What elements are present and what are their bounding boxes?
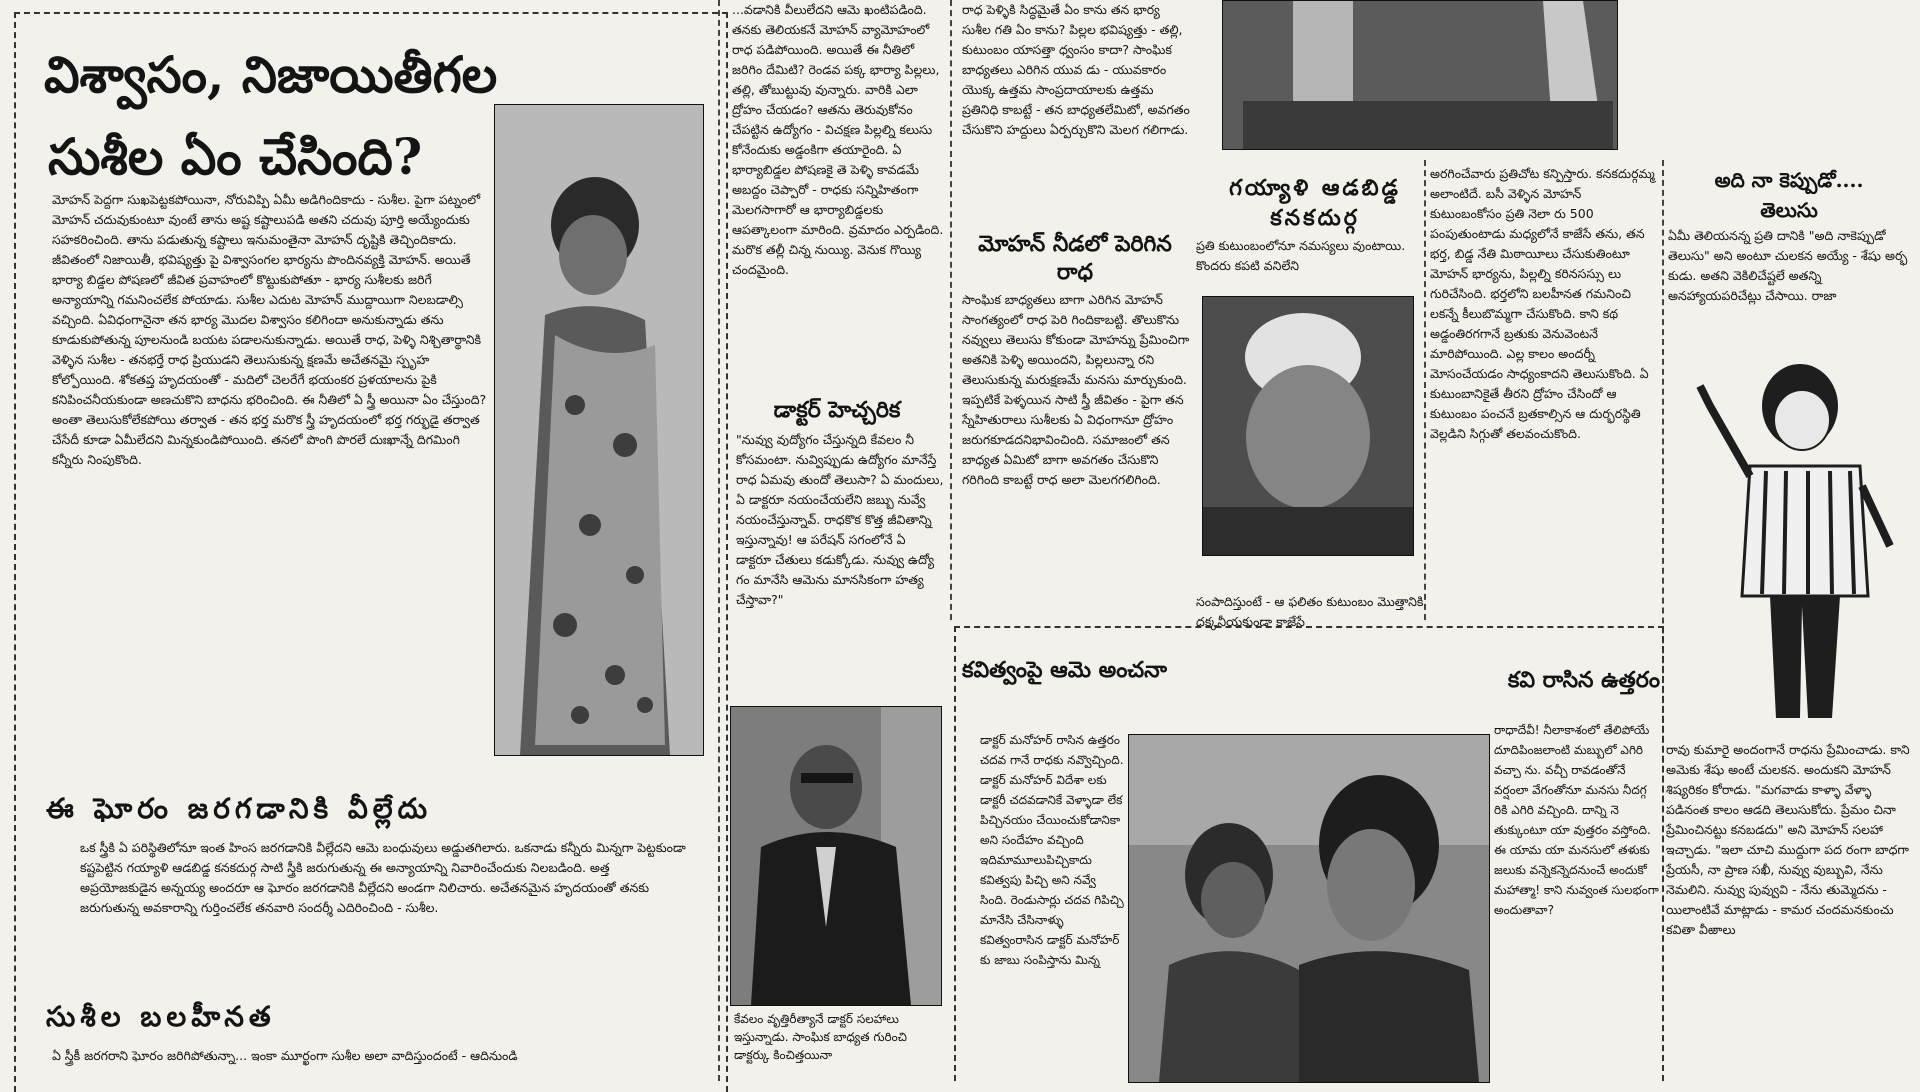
- poetry-paragraph: డాక్టర్ మనోహర్ రాసిన ఉత్తరం చదవ గానే రాధకు నవ్వొచ్చింది. డాక్టర్ మనోహర్ విదేశా లకు డాక్టరీ చదవడానికే వెళ్ళాడా లేక పిచ్చినయం చేయించుకోడానికా అని సందేహం వచ్చింది ఇదిమామూలుపిచ్చికాదు కవిత్వపు పిచ్చి అని నవ్వే సింది. రెండుసార్లు చదవ గిపిచ్చి మానేసి చేసినాళ్ళు కవిత్వంరాసిన డాక్టర్ మనోహర్ కు జాబు సంపిస్తాను మిన్న: [980, 733, 1124, 967]
- column-3-body: [962, 0, 1192, 206]
- weakness-paragraph: ఏ స్త్రీకీ జరగరాని ఘోరం జరిగిపోతున్నా... ఇంకా మూర్ఖంగా సుశీల అలా వాదిస్తుందంటే - ఆదినుండి: [52, 1048, 518, 1063]
- poetry-heading: కవిత్వంపై ఆమె అంచనా: [962, 657, 1168, 683]
- poetry-body: [980, 730, 1124, 1080]
- main-article-paragraph: మోహన్ పెద్దగా సుఖపెట్టకపోయినా, నోరువిప్పి ఏమీ అడిగిందికాదు - సుశీల. పైగా పట్నంలో మోహన్ చదువుకుంటూ వుంటే తాను అష్ట కష్టాలుపడి అతని చదువు పూర్తి అయ్యేందుకు సహకరించింది. తాను పడుతున్న కష్టాలు ఇనుమంతైనా మోహన్ దృష్టికి తెచ్చిందికాదు. జీవితంలో నిజాయితీ, భవిష్యత్తు పై విశ్వాసంగల భార్యను పొందినవ్యక్తి మోహన్. అయితే భార్యా బిడ్డల పోషణలో జీవిత ప్రవాహంలో కొట్టుకుపోతూ - భార్య సుశీలకు జరిగే అన్యాయాన్ని గమనించలేక పోయాడు. సుశీల ఎదుట మోహన్ ముద్దాయిగా నిలబడాల్సి వచ్చింది. ఏవిధంగానైనా తన భార్య మొదల విశ్వాసం కలిగిందా అనుకున్నాడు తను కూడుకుపోతున్న పూలనుండి బయట పడాలనుకున్నాడు. అయితే రాధ, పెళ్ళి నిశ్చితార్థానికి వెళ్ళిన సుశీల - తనభర్తే రాధ ప్రియుడని తెలుసుకున్న క్షణమే అచేతనమై స్పృహ కోల్పోయింది. శోకతప్త హృదయంతో - మదిలో చెలరేగే భయంకర ప్రళయాలను పైకి కనిపించనీయకుండా అణచుకొని బాధను భరించింది. ఈ నీతిలో ఏ స్త్రీ అయినా ఏం చేస్తుంది? అంతా తెలుసుకోలేకపోయి తర్వాత - తన భర్త మరొక స్త్రీ హృదయంలో భర్త గర్భుడై తర్వాత చేసేదీ కూడా ఏమీలేదని మిన్నకుండిపోయింది. తనలో పొంగి పొరలే దుఃఖాన్నే దిగమింగి కన్నీరు నింపుకొంది.: [52, 192, 487, 467]
- letter-body: [1494, 720, 1660, 1080]
- kanaka-heading-line-1: గయ్యాళి ఆడబిడ్డ: [1229, 175, 1401, 201]
- susheela-portrait-photo: [494, 104, 704, 756]
- subheading-weakness: సుశీల బలహీనత: [46, 1000, 276, 1033]
- letter-heading: కవి రాసిన ఉత్తరం: [1507, 667, 1660, 693]
- couple-film-still-photo: [1128, 734, 1490, 1083]
- doctor-photo: [730, 706, 942, 1006]
- doctor-warning-heading: డాక్టర్ హెచ్చరిక: [773, 397, 901, 423]
- radha-body: [962, 290, 1190, 614]
- weakness-body: [52, 1046, 712, 1076]
- no-injustice-paragraph: ఒక స్త్రీకి ఏ పరిస్థితిలోనూ ఇంత హింస జరగడానికి వీల్లేదని ఆమె బంధువులు అడ్డుతగిలారు. ఒకనాడు కన్నీరు మిన్నగా పెట్టకుండా కష్టపెట్టిన గయ్యాళి ఆడబిడ్డ కనకదుర్గ సాటి స్త్రీకి జరుగుతున్న ఈ అన్యాయాన్ని నివారించేందుకు నిలబడింది. అత్త అప్రయోజకుడైన అన్నయ్య అందరూ ఆ ఘోరం జరగడానికి వీల్లేదని అండగా నిలిచారు. అచేతనమైన హృదయంతో తనకు జరుగుతున్న అవకారాన్ని గుర్తించలేక తనవారి సందర్శీ ఎదిరించింది - సుశీల.: [80, 840, 686, 915]
- kanaka-caption-text: సంపాదిస్తుంటే - ఆ ఫలితం కుటుంబం మొత్తానికి దక్కనీయకుండా కాజేసే: [1196, 594, 1424, 629]
- top-film-still-photo: [1222, 0, 1618, 150]
- kanaka-durga-photo: [1202, 296, 1414, 556]
- doctor-photo-caption: కేవలం వృత్తిరీత్యానే డాక్టర్ సలహాలు ఇస్తున్నాడు. సాంఘిక బాధ్యత గురించి డాక్టర్కు కించిత్తయినా: [734, 1012, 907, 1062]
- radha-paragraph: సాంఘిక బాధ్యతలు బాగా ఎరిగిన మోహన్ సాంగత్యంలో రాధ పెరి గిందికాబట్టి. తొలుకొను నవ్వులు తెలుసు కోకుండా మోహన్ను ప్రేమించిగా అతనికి పెళ్ళి అయిందని, పిల్లలున్నా రని తెలుసుకున్న మరుక్షణమే మనసు మార్చుకుంది. ఇప్పటికే పెళ్ళయిన సాటి స్త్రీ జీవితం - పైగా తన స్నేహితురాలు సుశీలకు ఏ విధంగానూ ద్రోహం జరుగకూడదనిభావించింది. సమాజంలో తన బాధ్యత ఏమిటో బాగా అవగతం చేసుకొని గరిగింది కాబట్టే రాధ అలా మెలగగలిగింది.: [962, 292, 1190, 487]
- seshu-body-continued: [1666, 740, 1914, 1080]
- subheading-no-injustice: ఈ ఘోరం జరగడానికి వీల్లేదు: [46, 792, 433, 825]
- headline-line-2: సుశీల ఏం చేసింది?: [48, 127, 423, 186]
- radha-heading-1: మోహన్ నీడలో పెరిగిన రాధ: [978, 231, 1172, 285]
- doctor-warning-paragraph: "నువ్వు వుద్యోగం చేస్తున్నది కేవలం నీ కోసమంటా. నువ్విప్పుడు ఉద్యోగం మానేస్తే రాధ ఏమవు తుందో తెలుసా? ఏ మందులు, ఏ డాక్టరూ నయంచేయలేని జబ్బు నువ్వే నయంచేస్తున్నావ్. రాధకొక కొత్త జీవితాన్ని ఇస్తున్నావు! ఆ పరేషన్ సగంలోనే ఏ డాక్టరూ చేతులు కడుక్కోడు. నువ్వు ఉద్యో గం మానేసి ఆమెను మానసికంగా హత్య చేస్తావా?": [736, 432, 944, 607]
- seshu-heading-line-1: అది నా కెప్పుడో....: [1714, 168, 1864, 192]
- kanaka-intro: [1196, 236, 1432, 278]
- no-injustice-body: [80, 838, 690, 986]
- doctor-warning-body: [736, 430, 944, 696]
- main-article-body: [52, 190, 492, 776]
- column-rule-2: [950, 0, 952, 620]
- kanaka-heading-line-2: కనకదుర్గ: [1270, 205, 1360, 231]
- kanaka-continued-text: అరగించేవారు ప్రతిచోట కన్పిస్తారు. కనకదుర్గమ్మ అలాంటిదే. బసీ వెళ్ళిన మోహన్ కుటుంబంకోసం ప్రతి నెలా రు 500 పంపుతుంటాడు మధ్యలోనే కాజేసే తను, తన భర్త, బిడ్డ నేతి మిఠాయీలు చేసుకుతింటూ మోహన్ భార్యను, పిల్లల్ని కరినసస్సు లు గురిచేసింది. భర్తలోని బలహీనత గమనించి లకన్నే కీలుబొమ్మగా చేసుకొంది. కాని కథ అడ్డంతిరగగానే బ్రతుకు వెనువెంటనే మారిపోయింది. ఎల్ల కాలం అందర్నీ మోసంచేయడం సాధ్యంకాదని తెలుసుకొంది. ఏ కుటుంబానికైతే తీరని ద్రోహం చేసిందో ఆ కుటుంబం పంచనే బ్రతకాల్సిన ఆ దుర్భరస్థితి వెల్లడిని సిగ్గుతో తలవంచుకొంది.: [1430, 166, 1655, 441]
- kanaka-continued: [1430, 164, 1656, 620]
- seshu-cartoon-illustration: [1690, 346, 1900, 728]
- seshu-paragraph: ఏమీ తెలియనన్న ప్రతి దానికి "అది నాకెప్పుడో తెలుసు" అని అంటూ చులకన అయ్యే - శేషు అర్భ కుడు. అతని వెకిలిచేష్టలే అతన్ని అనహ్యాయపరిచేట్లు చేసాయి. రాజా: [1668, 228, 1908, 303]
- column-2-body: [732, 0, 944, 388]
- kanaka-intro-text: ప్రతి కుటుంబంలోనూ నమస్యలు వుంటాయి. కొందరు కపటి వనిలేని: [1196, 238, 1406, 273]
- seshu-paragraph-2: రావు కుమారై అందంగానే రాధను ప్రేమించాడు. కాని అమెకు శేషు అంటే చులకన. అందుకని మోహన్ శిష్యరికం కోరాడు. "మగవాడు కాళ్ళా వేళ్ళా పడినంత కాలం ఆడది తెలుసుకోదు. ప్రేమం చినా ప్రేమించినట్టు కనబడదు" అని మోహన్ సలహా ఇచ్చాడు. "ఇలా చూచి ముద్దుగా పద రంగా బాధగా ప్రేయసీ, నా ప్రాణ సఖీ, నువ్వు వుబ్బువి, నేను నెమలిని. నువ్వు పువ్వువి - నేను తుమ్మెదను - యిలాంటివే మాట్లాడు - కామర చందమనకుంచు కవితా వీఱాలు: [1666, 742, 1910, 937]
- headline-line-1: విశ్వాసం, నిజాయితీగల: [44, 45, 498, 104]
- letter-paragraph: రాధాదేవీ! నీలాకాశంలో తేలిపోయే దూదిపింజలాంటి మబ్బులో ఎగిరి వచ్చా ను. వచ్చీ రావడంతోనే వర్షంలా వేగంతోనూ మనసు నీదగ్గ రికి ఎగిరి వచ్చింది. దాన్ని నె తుక్కుంటూ యా వుత్తరం వస్తోంది. ఈ యామ యా మనసులో తళుకు జలుకు వన్నెకన్నెదనుంచే అందుకో మహాత్మా! కాని నువ్వంత సులభంగా అందుతావా?: [1494, 723, 1659, 917]
- seshu-body: [1668, 226, 1912, 342]
- seshu-heading-line-2: తెలుసు: [1760, 198, 1818, 222]
- column-rule-1: [718, 0, 720, 1081]
- column-rule-3: [1424, 160, 1426, 620]
- column-3-paragraph: రాధ పెళ్ళికి సిద్ధమైతే ఏం కాను తన భార్య సుశీల గతి ఏం కాను? పిల్లల భవిష్యత్తు - తల్లి, కుటుంబం యాసత్తా ధ్వంసం కాదా? సాంఘిక బాధ్యతలు ఎరిగిన యువ డు - యువకారం యొక్క ఉత్తమ సాంప్రదాయాలకు ఉత్తమ ప్రతినిధి కాబట్టే - తన బాధ్యతలేమిటో, అవగతం చేసుకొని హద్దులు ఏర్పర్చుకొని మెలగ గలిగాడు.: [962, 2, 1190, 137]
- column-2-paragraph: ...వడానికి వీలులేదని ఆమె ఖంటిపడింది. తనకు తెలియకనే మోహన్ వ్యామోహంలో రాధ పడిపోయింది. అయితే ఈ నీతిలో జరిగిం దేమిటి? రెండవ పక్క భార్యా పిల్లలు, తల్లి, తోబుట్టువు వున్నారు. వారికి ఎలా ద్రోహం చేయడం? ఆతను తెరువుకోనం చేపట్టిన ఉద్యోగం - విచక్షణ పిల్లల్ని కలుసు కోనేందుకు అడ్డంకిగా తయారైంది. ఏ భార్యాబిడ్డల పోషణకై తె పెళ్ళి కావడమే అబద్దం చెప్పారో - రాధకు సన్నిహితంగా మెలగసాగారో ఆ భార్యాబిడ్డలకు ఆపత్కాలంగా మారింది. వ్రమాదం ఎర్పడింది. మరొక తల్లీ చిన్న నుయ్యి. వెనుక గొయ్యి చందమైంది.: [732, 2, 944, 277]
